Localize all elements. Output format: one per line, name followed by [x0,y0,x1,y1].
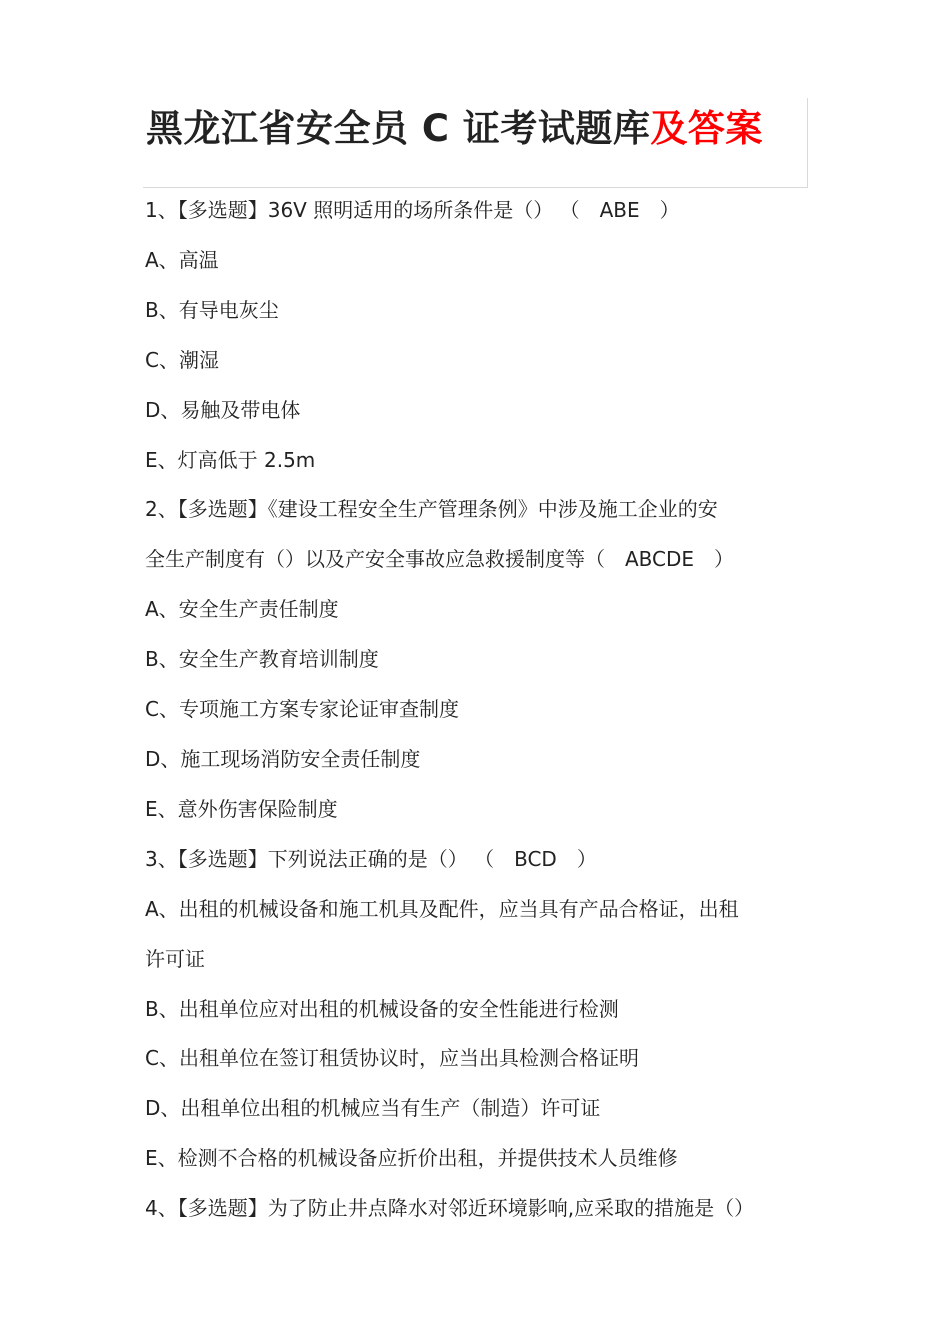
q1-option-c: C、潮湿 [145,347,219,372]
title-main: 黑龙江省安全员 C 证考试题库 [146,107,651,150]
q2-stem-line2: 全生产制度有（）以及产安全事故应急救援制度等（ ABCDE ） [145,547,735,572]
q2-option-e: E、意外伤害保险制度 [145,796,338,821]
q2-option-b: B、安全生产教育培训制度 [145,647,379,672]
q3-option-a-line1: A、出租的机械设备和施工机具及配件，应当具有产品合格证，出租 [145,896,739,921]
q1-stem: 1、【多选题】36V 照明适用的场所条件是（） （ ABE ） [145,198,680,222]
q2-stem-line1: 2、【多选题】《建设工程安全生产管理条例》中涉及施工企业的安 [145,497,718,522]
q3-option-e: E、检测不合格的机械设备应折价出租，并提供技术人员维修 [145,1146,678,1171]
q1-option-a: A、高温 [145,247,219,272]
question-body [145,186,813,1234]
q3-option-a-line2: 许可证 [145,946,205,971]
q4-stem: 4、【多选题】为了防止井点降水对邻近环境影响,应采取的措施是（） [145,1196,755,1221]
document-title [146,104,763,154]
title-highlight: 及答案 [650,107,763,150]
q2-option-c: C、专项施工方案专家论证审查制度 [145,697,459,722]
q2-option-a: A、安全生产责任制度 [145,597,339,622]
q1-option-d: D、易触及带电体 [145,397,301,422]
q3-option-b: B、出租单位应对出租的机械设备的安全性能进行检测 [145,996,619,1021]
q3-option-d: D、出租单位出租的机械应当有生产（制造）许可证 [145,1096,601,1121]
q3-option-c: C、出租单位在签订租赁协议时，应当出具检测合格证明 [145,1046,639,1071]
q3-stem: 3、【多选题】下列说法正确的是（） （ BCD ） [145,846,597,871]
q1-option-e: E、灯高低于 2.5m [145,447,316,472]
q1-option-b: B、有导电灰尘 [145,297,279,322]
q2-option-d: D、施工现场消防安全责任制度 [145,746,421,771]
